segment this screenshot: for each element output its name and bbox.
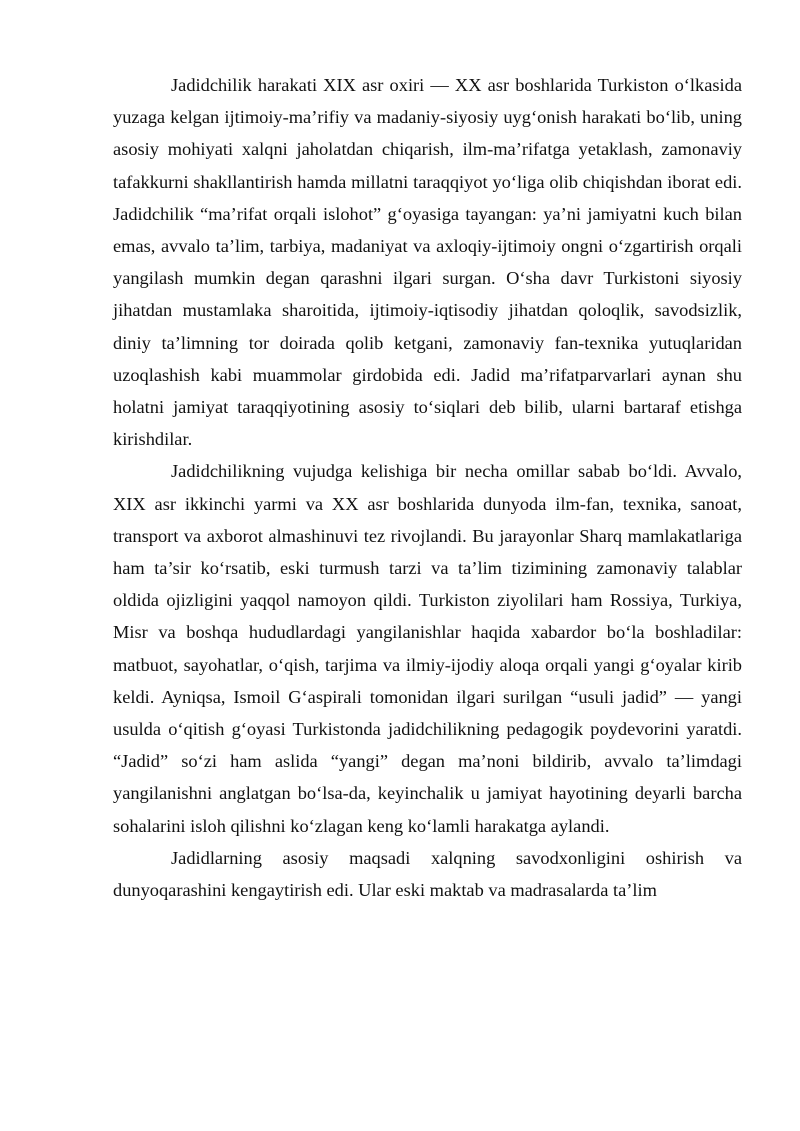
paragraph-origins: Jadidchilikning vujudga kelishiga bir necha omillar sabab bo‘ldi. Avvalo, XIX asr ikkinchi yarmi va XX asr boshlarida dunyoda ilm-fan, texnika, sanoat, transport va axborot almashinuvi tez rivojlandi. Bu jarayonlar Sharq mamlakatlariga ham ta’sir ko‘rsatib, eski turmush tarzi va ta’lim tizimining zamonaviy talablar oldida ojizligini yaqqol namoyon qildi. Turkiston ziyolilari ham Rossiya, Turkiya, Misr va boshqa hududlardagi yangilanishlar haqida xabardor bo‘la boshladilar: matbuot, sayohatlar, o‘qish, tarjima va ilmiy-ijodiy aloqa orqali yangi g‘oyalar kirib keldi. Ayniqsa, Ismoil G‘aspirali tomonidan ilgari surilgan “usuli jadid” — yangi usulda o‘qitish g‘oyasi Turkistonda jadidchilikning pedagogik poydevorini yaratdi. “Jadid” so‘zi ham aslida “yangi” degan ma’noni bildirib, avvalo ta’limdagi yangilanishni anglatgan bo‘lsa-da, keyinchalik u jamiyat hayotining deyarli barcha sohalarini isloh qilishni ko‘zlagan keng ko‘lamli harakatga aylandi. xyxy=(113,461,742,836)
paragraph-jadidchilik-definition: Jadidchilik harakati XIX asr oxiri — XX asr boshlarida Turkiston o‘lkasida yuzaga kelgan ijtimoiy-ma’rifiy va madaniy-siyosiy uyg‘onish harakati bo‘lib, uning asosiy mohiyati xalqni jaholatdan chiqarish, ilm-ma’rifatga yetaklash, zamonaviy tafakkurni shakllantirish hamda millatni taraqqiyot yo‘liga olib chiqishdan iborat edi. Jadidchilik “ma’rifat orqali islohot” g‘oyasiga tayangan: ya’ni jamiyatni kuch bilan emas, avvalo ta’lim, tarbiya, madaniyat va axloqiy-ijtimoiy ongni o‘zgartirish orqali yangilash mumkin degan qarashni ilgari surgan. O‘sha davr Turkistoni siyosiy jihatdan mustamlaka sharoitida, ijtimoiy-iqtisodiy jihatdan qoloqlik, savodsizlik, diniy ta’limning tor doirada qolib ketgani, zamonaviy fan-texnika yutuqlaridan uzoqlashish kabi muammolar girdobida edi. Jadid ma’rifatparvarlari aynan shu holatni jamiyat taraqqiyotining asosiy to‘siqlari deb bilib, ularni bartaraf etishga kirishdilar. xyxy=(113,75,742,450)
document-page xyxy=(113,69,742,906)
paragraph-goals: Jadidlarning asosiy maqsadi xalqning savodxonligini oshirish va dunyoqarashini kengaytirish edi. Ular eski maktab va madrasalarda ta’lim xyxy=(113,847,742,901)
